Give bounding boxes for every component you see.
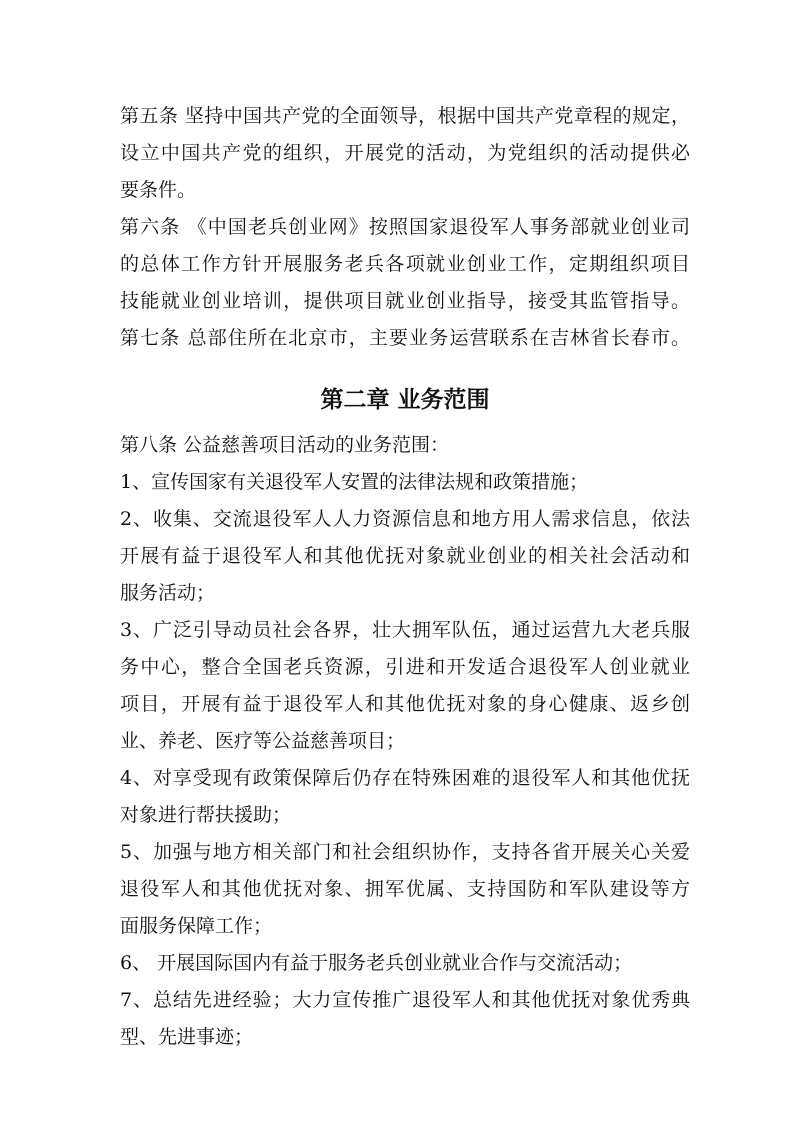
- text-line: 5、加强与地方相关部门和社会组织协作，支持各省开展关心关爱: [120, 841, 690, 863]
- text-line: 型、先进事迹；: [120, 1026, 254, 1048]
- text-line: 面服务保障工作；: [120, 915, 273, 937]
- text-line: 技能就业创业培训，提供项目就业创业指导，接受其监管指导。: [120, 290, 690, 312]
- text-line: 1、宣传国家有关退役军人安置的法律法规和政策措施；: [120, 471, 589, 493]
- chapter-title: 第二章 业务范围: [320, 386, 490, 413]
- article-section-1: [120, 98, 690, 357]
- text-line: 务中心，整合全国老兵资源，引进和开发适合退役军人创业就业: [120, 656, 690, 678]
- text-line: 的总体工作方针开展服务老兵各项就业创业工作，定期组织项目: [120, 253, 690, 275]
- text-line: 设立中国共产党的组织，开展党的活动，为党组织的活动提供必: [120, 142, 690, 164]
- text-line: 6、 开展国际国内有益于服务老兵创业就业合作与交流活动；: [120, 952, 633, 974]
- text-line: 4、对享受现有政策保障后仍存在特殊困难的退役军人和其他优抚: [120, 767, 690, 789]
- section-spacer: [120, 357, 690, 379]
- text-line: 服务活动；: [120, 582, 216, 604]
- text-line: 2、收集、交流退役军人人力资源信息和地方用人需求信息，依法: [120, 508, 690, 530]
- text-line: 第七条 总部住所在北京市，主要业务运营联系在吉林省长春市。: [120, 327, 690, 349]
- text-line: 项目，开展有益于退役军人和其他优抚对象的身心健康、返乡创: [120, 693, 690, 715]
- document-body: [120, 98, 690, 1056]
- text-line: 对象进行帮扶援助；: [120, 804, 292, 826]
- text-line: 第五条 坚持中国共产党的全面领导，根据中国共产党章程的规定，: [120, 105, 690, 127]
- text-line: 业、养老、医疗等公益慈善项目；: [120, 730, 406, 752]
- text-line: 3、广泛引导动员社会各界，壮大拥军队伍，通过运营九大老兵服: [120, 619, 690, 641]
- text-line: 第八条 公益慈善项目活动的业务范围：: [120, 434, 450, 456]
- text-line: 退役军人和其他优抚对象、拥军优属、支持国防和军队建设等方: [120, 878, 690, 900]
- article-section-2: [120, 427, 690, 1056]
- text-line: 第六条 《中国老兵创业网》按照国家退役军人事务部就业创业司: [120, 216, 690, 238]
- text-line: 7、总结先进经验；大力宣传推广退役军人和其他优抚对象优秀典: [120, 989, 690, 1011]
- text-line: 要条件。: [120, 179, 197, 201]
- text-line: 开展有益于退役军人和其他优抚对象就业创业的相关社会活动和: [120, 545, 690, 567]
